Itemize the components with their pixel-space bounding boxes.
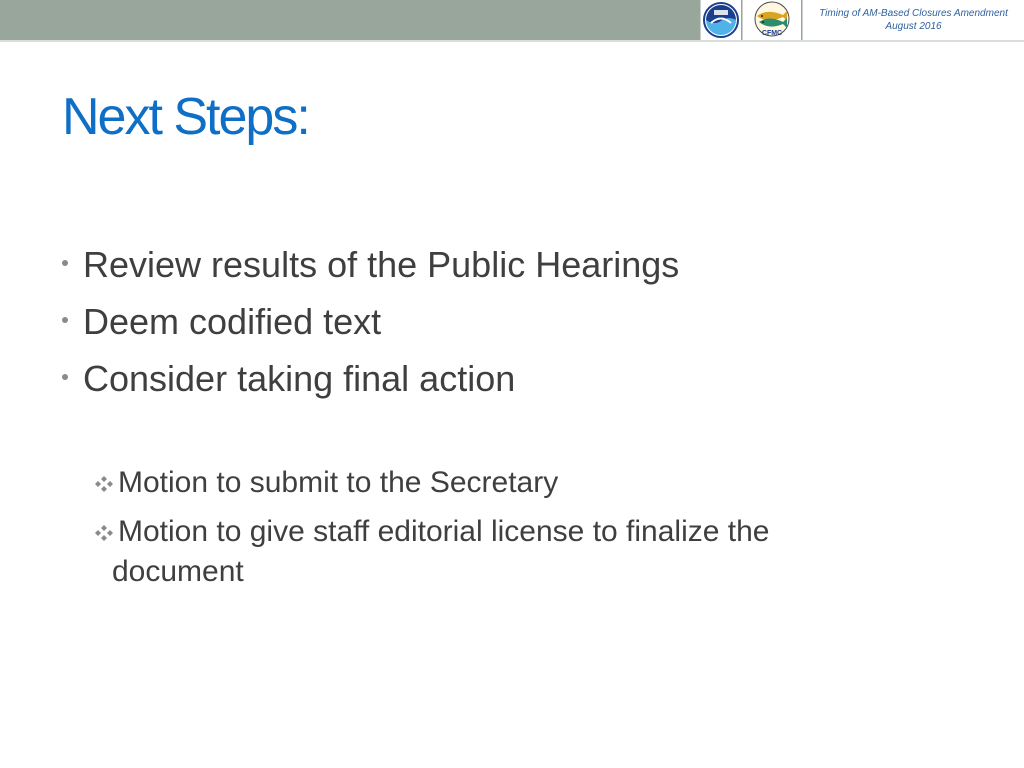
sub-bullet-list	[94, 463, 894, 601]
slide-title: Next Steps:	[62, 88, 309, 146]
cfmc-logo	[742, 0, 801, 40]
header-caption-date: August 2016	[885, 21, 942, 32]
bullet-dot-icon	[62, 374, 68, 380]
header-caption	[802, 0, 1024, 40]
sub-bullet-item	[94, 512, 894, 592]
cfmc-logo-text: CFMC	[761, 30, 783, 37]
bullet-text: Deem codified text	[83, 301, 382, 342]
bullet-item	[60, 350, 960, 407]
sub-bullet-text-continuation: document	[112, 555, 244, 588]
top-banner-divider	[0, 40, 1024, 42]
diamond-bullet-icon	[94, 525, 114, 541]
header-caption-title: Timing of AM-Based Closures Amendment	[819, 8, 1008, 19]
diamond-bullet-icon	[94, 476, 114, 492]
sub-bullet-text: Motion to give staff editorial license to finalize the	[118, 515, 770, 548]
sub-bullet-text: Motion to submit to the Secretary	[118, 466, 559, 499]
bullet-dot-icon	[62, 260, 68, 266]
bullet-item	[60, 293, 960, 350]
cfmc-logo-icon	[743, 0, 801, 40]
noaa-logo	[700, 0, 741, 40]
bullet-list	[60, 236, 960, 407]
noaa-logo-icon	[701, 0, 741, 40]
sub-bullet-item	[94, 463, 894, 503]
bullet-dot-icon	[62, 317, 68, 323]
bullet-text: Review results of the Public Hearings	[83, 244, 680, 285]
bullet-item	[60, 236, 960, 293]
bullet-text: Consider taking final action	[83, 358, 516, 399]
